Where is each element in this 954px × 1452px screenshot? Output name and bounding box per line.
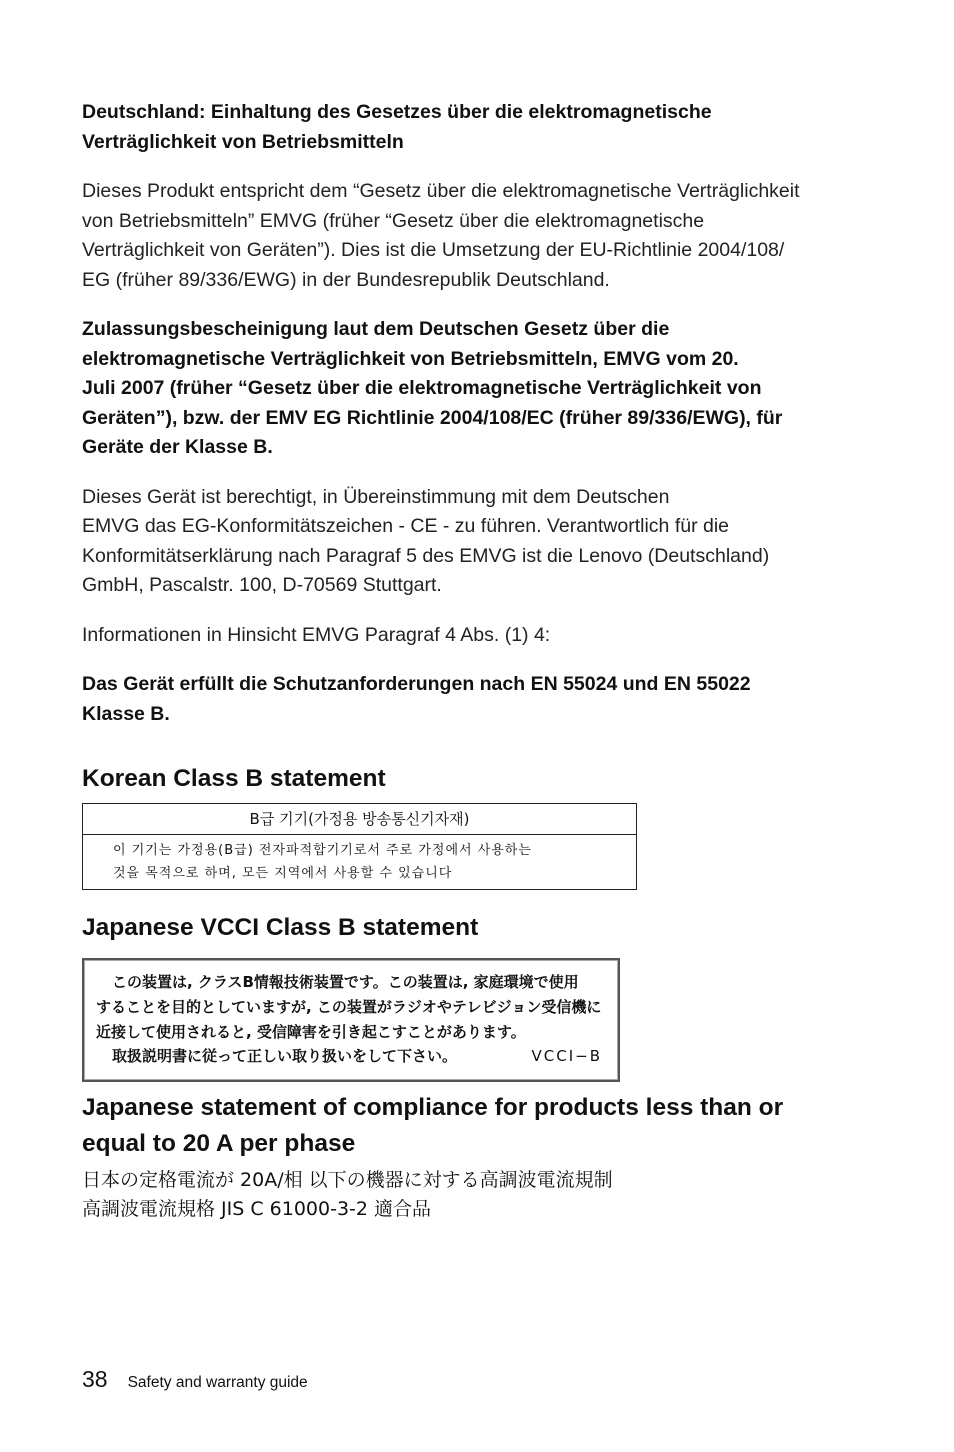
text-line: Zulassungsbescheinigung laut dem Deutschen Gesetz über die	[82, 318, 670, 340]
de-heading	[82, 98, 862, 157]
de-heading-line: Verträglichkeit von Betriebsmitteln	[82, 130, 404, 153]
de-paragraph-info: Informationen in Hinsicht EMVG Paragraf 4 Abs. (1) 4:	[82, 623, 551, 646]
text-line: Dieses Produkt entspricht dem “Gesetz über die elektromagnetische Verträglichkeit	[82, 180, 800, 202]
text-line: Klasse B.	[82, 702, 170, 725]
text-line: Dieses Gerät ist berechtigt, in Übereinstimmung mit dem Deutschen	[82, 485, 670, 508]
de-heading-line: Deutschland: Einhaltung des Gesetzes über die elektromagnetische	[82, 101, 712, 123]
text-line: EG (früher 89/336/EWG) in der Bundesrepublik Deutschland.	[82, 268, 610, 291]
text-line: Geräte der Klasse B.	[82, 436, 273, 458]
de-requirements	[82, 670, 862, 729]
vcci-line: することを目的としていますが, この装置がラジオやテレビジョン受信機に	[96, 998, 602, 1016]
korean-box-body	[83, 835, 636, 889]
text-line: 日本の定格電流が 20A/相 以下の機器に対する高調波電流規制	[82, 1169, 613, 1191]
footer-guide-title: Safety and warranty guide	[127, 1374, 308, 1391]
vcci-line: 近接して使用されると, 受信障害を引き起こすことがあります。	[96, 1023, 526, 1041]
korean-section-title: Korean Class B statement	[82, 765, 386, 792]
text-line: von Betriebsmitteln” EMVG (früher “Gesetz über die elektromagnetische	[82, 209, 705, 232]
vcci-line: 取扱説明書に従って正しい取り扱いをして下さい。	[112, 1047, 458, 1065]
vcci-line: この装置は, クラスB情報技術装置です。この装置は, 家庭環境で使用	[112, 973, 579, 991]
page-footer	[82, 1366, 308, 1393]
vcci-code: VCCI−B	[531, 1047, 602, 1065]
text-line: Geräten”), bzw. der EMV EG Richtlinie 2004/108/EC (früher 89/336/EWG), für	[82, 406, 783, 429]
text-line: Juli 2007 (früher “Gesetz über die elektromagnetische Verträglichkeit von	[82, 377, 762, 399]
text-line: Japanese statement of compliance for products less than or	[82, 1094, 784, 1121]
korean-box-header: B급 기기(가정용 방송통신기자재)	[83, 804, 636, 835]
text-line: EMVG das EG-Konformitätszeichen - CE - zu führen. Verantwortlich für die	[82, 515, 730, 537]
text-line: equal to 20 A per phase	[82, 1130, 356, 1157]
text-line: 것을 목적으로 하며, 모든 지역에서 사용할 수 있습니다	[113, 866, 453, 881]
de-paragraph-emvg	[82, 177, 862, 295]
korean-statement-box	[82, 803, 637, 890]
de-certificate-heading	[82, 315, 862, 463]
page-number: 38	[82, 1366, 108, 1392]
compliance-text	[82, 1166, 862, 1224]
text-line: elektromagnetische Verträglichkeit von Betriebsmitteln, EMVG vom 20.	[82, 347, 739, 370]
compliance-section-title	[82, 1090, 862, 1162]
text-line: Verträglichkeit von Geräten”). Dies ist die Umsetzung der EU-Richtlinie 2004/108/	[82, 239, 785, 261]
vcci-section-title: Japanese VCCI Class B statement	[82, 914, 479, 941]
text-line: 이 기기는 가정용(B급) 전자파적합기기로서 주로 가정에서 사용하는	[113, 843, 532, 858]
de-paragraph-ce	[82, 483, 862, 601]
text-line: GmbH, Pascalstr. 100, D-70569 Stuttgart.	[82, 574, 442, 596]
page-content	[82, 98, 862, 1224]
text-line: 高調波電流規格 JIS C 61000-3-2 適合品	[82, 1198, 432, 1220]
text-line: Konformitätserklärung nach Paragraf 5 des EMVG ist die Lenovo (Deutschland)	[82, 544, 770, 567]
vcci-statement-box	[82, 958, 620, 1082]
text-line: Das Gerät erfüllt die Schutzanforderungen nach EN 55024 und EN 55022	[82, 673, 751, 695]
